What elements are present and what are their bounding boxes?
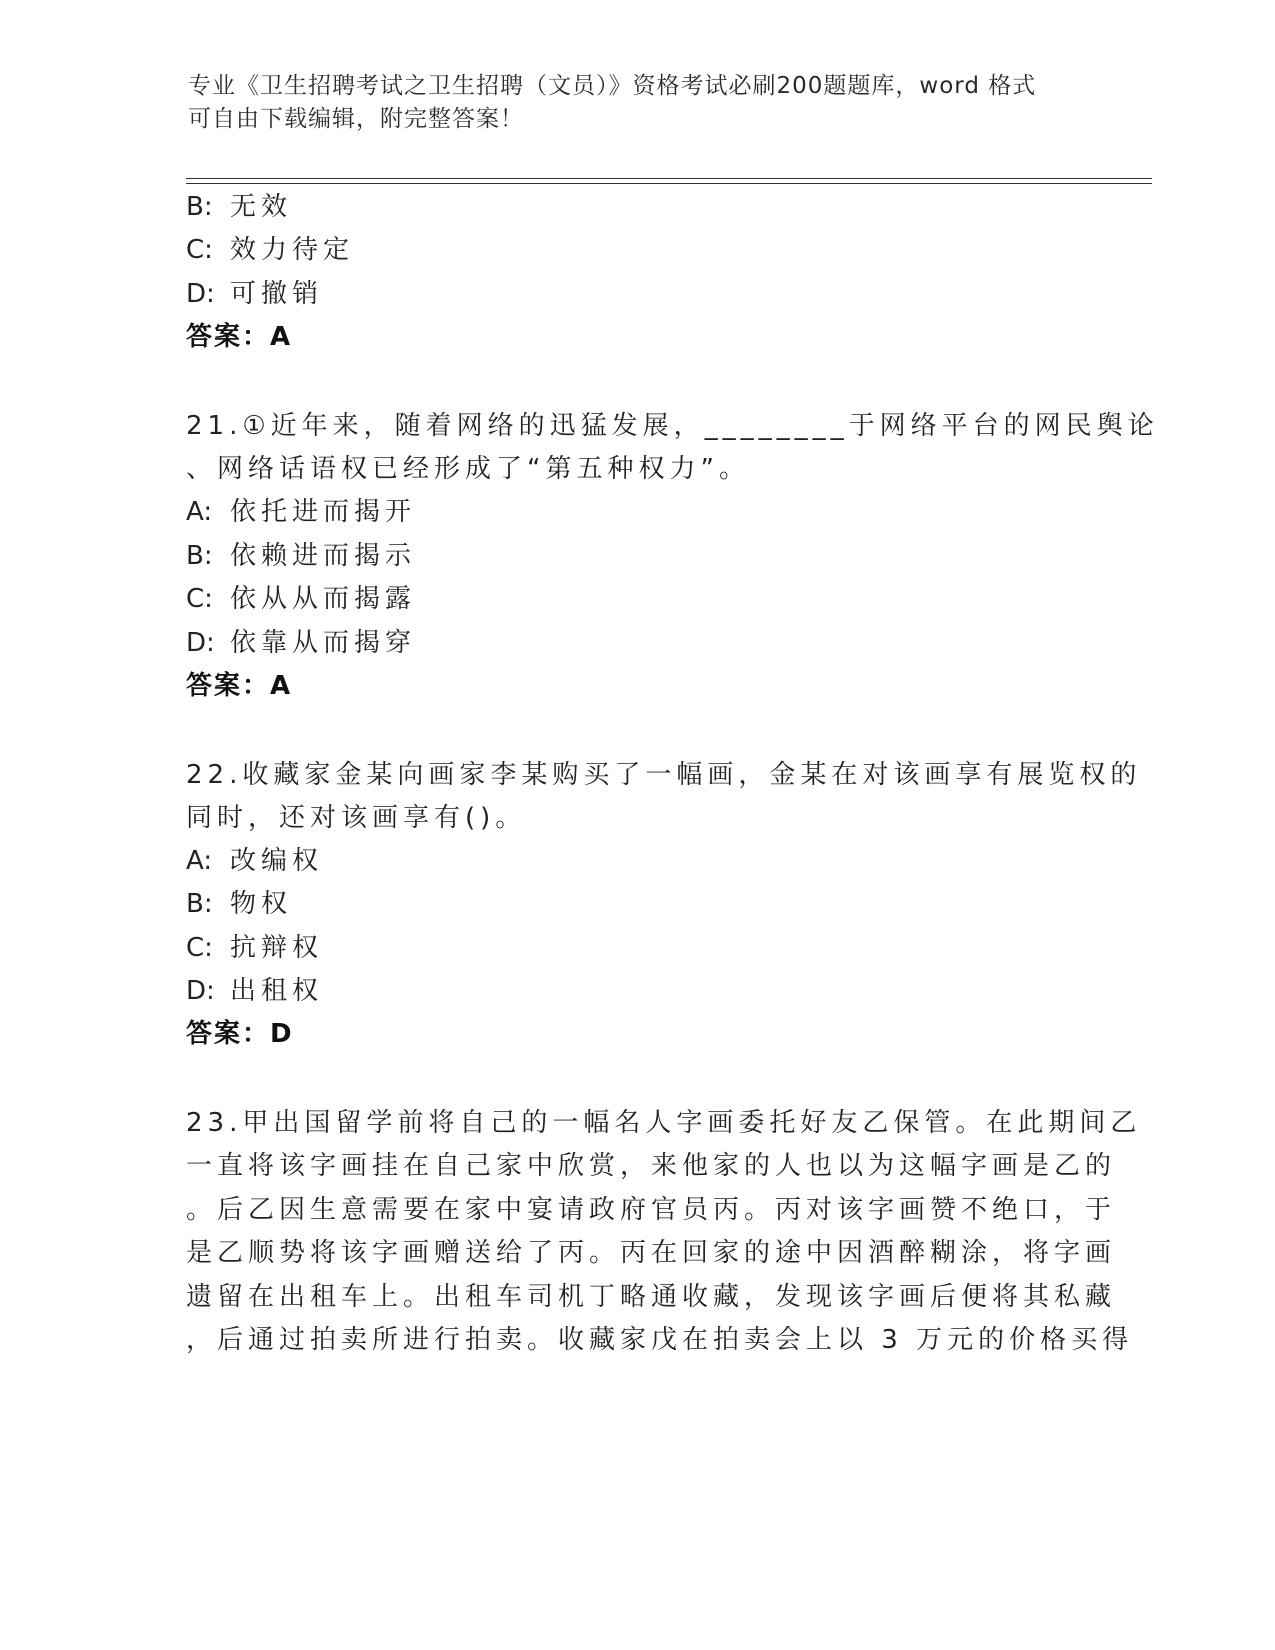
option-key: D: <box>186 279 215 309</box>
option-text: 依靠从而揭穿 <box>230 628 417 658</box>
option-text: 依从从而揭露 <box>230 584 417 614</box>
option-text: 依赖进而揭示 <box>230 541 417 571</box>
header-title-line-2: 可自由下载编辑，附完整答案！ <box>188 106 524 132</box>
option-text: 无效 <box>230 192 293 222</box>
question-22-stem-line-1: 22.收藏家金某向画家李某购买了一幅画，金某在对该画享有展览权的 <box>186 760 1142 790</box>
option-key: D: <box>186 976 215 1006</box>
option-text: 出租权 <box>230 976 324 1006</box>
option-q20-d <box>186 273 323 310</box>
option-key: C: <box>186 933 213 963</box>
option-text: 可撤销 <box>230 279 324 309</box>
option-q21-b <box>186 535 416 572</box>
question-23-stem-line-5: 遗留在出租车上。出租车司机丁略通收藏，发现该字画后便将其私藏 <box>186 1282 1117 1312</box>
option-q21-a <box>186 491 416 528</box>
option-key: C: <box>186 235 213 265</box>
option-key: D: <box>186 628 215 658</box>
question-23-stem-line-3: 。后乙因生意需要在家中宴请政府官员丙。丙对该字画赞不绝口，于 <box>186 1195 1117 1225</box>
option-key: C: <box>186 584 213 614</box>
question-21-stem-line-2: 、网络话语权已经形成了“第五种权力”。 <box>186 454 750 484</box>
option-key: A: <box>186 497 213 527</box>
header-divider-top <box>186 178 1152 179</box>
option-q20-c <box>186 229 354 266</box>
question-21-stem-line-1: 21.①近年来，随着网络的迅猛发展，________于网络平台的网民舆论 <box>186 411 1159 441</box>
question-23-stem-line-2: 一直将该字画挂在自己家中欣赏，来他家的人也以为这幅字画是乙的 <box>186 1151 1117 1181</box>
option-text: 抗辩权 <box>230 933 324 963</box>
page-header <box>188 70 1088 136</box>
answer-q20: 答案：A <box>186 322 293 352</box>
option-q21-c <box>186 578 416 615</box>
option-text: 改编权 <box>230 846 324 876</box>
answer-q21: 答案：A <box>186 671 293 701</box>
option-text: 效力待定 <box>230 235 355 265</box>
option-text: 依托进而揭开 <box>230 497 417 527</box>
question-23-stem-line-6: ，后通过拍卖所进行拍卖。收藏家戊在拍卖会上以 3 万元的价格买得 <box>186 1325 1134 1355</box>
option-key: B: <box>186 889 213 919</box>
question-22-stem-line-2: 同时，还对该画享有()。 <box>186 803 527 833</box>
question-23-stem-line-1: 23.甲出国留学前将自己的一幅名人字画委托好友乙保管。在此期间乙 <box>186 1108 1142 1138</box>
header-title-line-1: 专业《卫生招聘考试之卫生招聘（文员）》资格考试必刷200题题库，word 格式 <box>188 73 1037 99</box>
option-q22-d <box>186 970 323 1007</box>
option-q21-d <box>186 622 416 659</box>
question-23-stem-line-4: 是乙顺势将该字画赠送给了丙。丙在回家的途中因酒醉糊涂，将字画 <box>186 1238 1117 1268</box>
option-key: A: <box>186 846 213 876</box>
option-key: B: <box>186 541 213 571</box>
option-key: B: <box>186 192 213 222</box>
option-q22-b <box>186 883 292 920</box>
header-divider-bottom <box>186 183 1152 184</box>
answer-q22: 答案：D <box>186 1019 294 1049</box>
option-q22-c <box>186 927 323 964</box>
option-q20-b <box>186 186 292 223</box>
option-q22-a <box>186 840 323 877</box>
option-text: 物权 <box>230 889 293 919</box>
